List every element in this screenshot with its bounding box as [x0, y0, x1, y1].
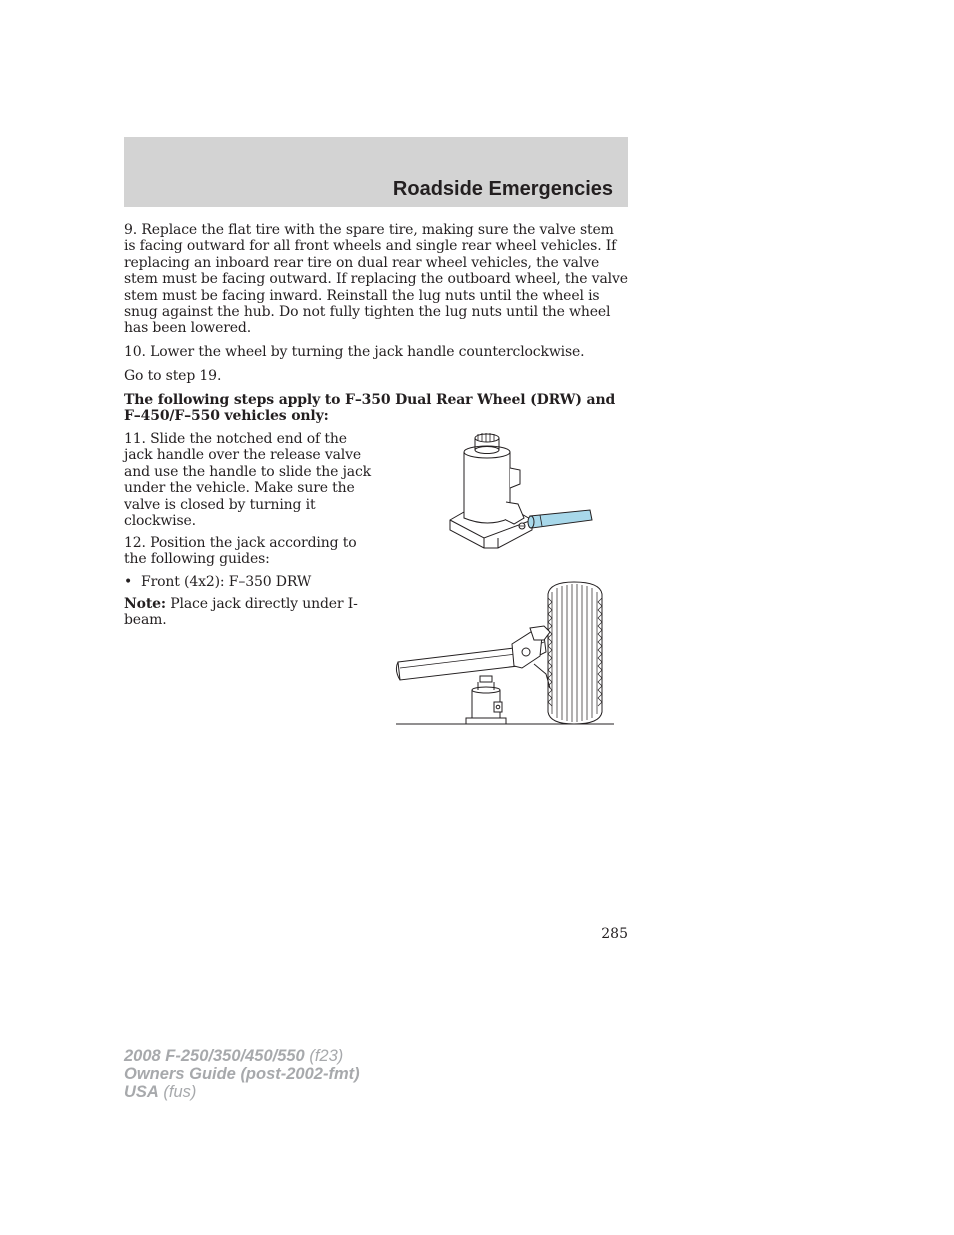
- footer-line-2: Owners Guide (post-2002-fmt): [124, 1065, 360, 1083]
- section-title: Roadside Emergencies: [392, 178, 613, 200]
- step-10-text: 10. Lower the wheel by turning the jack handle counterclockwise.: [124, 344, 585, 360]
- bullet-item-text: Front (4x2): F–350 DRW: [141, 574, 312, 590]
- step-11-text: 11. Slide the notched end of the jack handle over the release valve and use the handle to slide the jack under the vehicle. Make sure the valve is closed by turning it clockwise.: [124, 431, 371, 530]
- page-number: 285: [601, 926, 628, 942]
- section-header-band: [124, 137, 628, 207]
- note-label: Note:: [124, 596, 166, 612]
- footer-line-3: [124, 1083, 360, 1101]
- footer-market-code: (fus): [158, 1083, 197, 1101]
- footer-model-code: (f23): [304, 1047, 344, 1065]
- goto-step-text: Go to step 19.: [124, 368, 222, 384]
- bullet-item: [124, 574, 374, 590]
- note-paragraph: [124, 596, 374, 629]
- bullet-marker: •: [124, 574, 133, 590]
- document-footer: [124, 1047, 360, 1101]
- footer-line-1: [124, 1047, 360, 1065]
- note-text: Place jack directly under I-beam.: [124, 596, 358, 629]
- jack-handle-illustration: [440, 426, 600, 554]
- jack-under-i-beam-illustration: [394, 578, 618, 728]
- footer-market: USA: [124, 1083, 159, 1101]
- step-9-text: 9. Replace the flat tire with the spare tire, making sure the valve stem is facing outward for all front wheels and single rear wheel vehicles. If replacing an inboard rear tire on dual rear wheel vehicles, the valve stem must be facing outward. If replacing the outboard wheel, the valve stem must be facing inward. Reinstall the lug nuts until the wheel is snug against the hub. Do not fully tighten the lug nuts until the wheel has been lowered.: [124, 222, 628, 337]
- drw-steps-heading: The following steps apply to F–350 Dual Rear Wheel (DRW) and F–450/F–550 vehicles only:: [124, 392, 616, 425]
- footer-model: 2008 F-250/350/450/550: [124, 1047, 305, 1065]
- step-12-text: 12. Position the jack according to the following guides:: [124, 535, 357, 568]
